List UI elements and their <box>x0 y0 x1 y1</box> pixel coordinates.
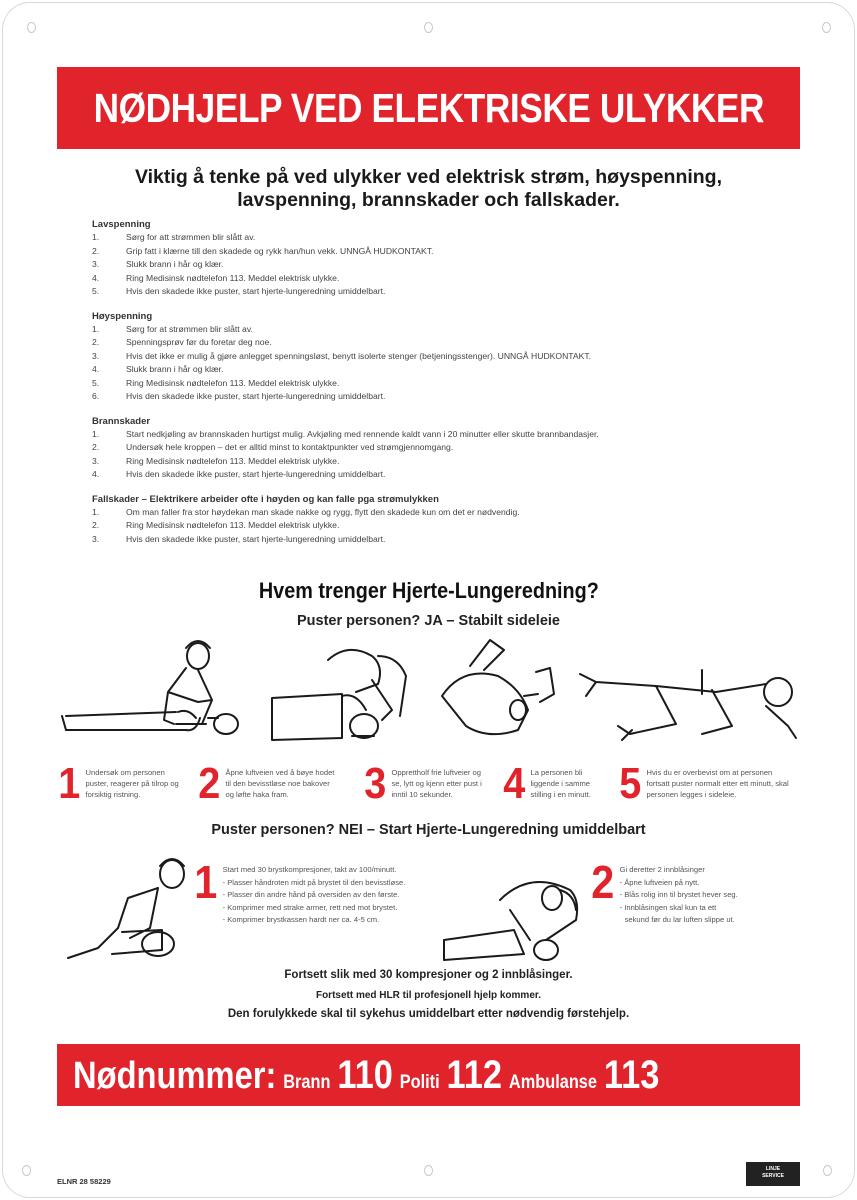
list-item: 5. Hvis den skadede ikke puster, start hjerte-lungeredning umiddelbart. <box>92 286 386 296</box>
step-number: 2 <box>591 856 615 908</box>
rescue-breath-illustration-icon <box>440 870 588 966</box>
hlr-heading: Hvem trenger Hjerte-Lungeredning? <box>258 578 599 603</box>
step-4: 4 La personen bli liggende i samme stilling i en minutt. <box>503 759 591 808</box>
list-item: 1. Sørg for att strømmen blir slått av. <box>92 232 256 242</box>
title-banner <box>57 67 800 149</box>
service-name: Politi <box>399 1071 440 1093</box>
list-item: 3. Hvis den skadede ikke puster, start hjerte-lungeredning umiddelbart. <box>92 533 386 544</box>
step-2: 2 Åpne luftveien ved å bøye hodet til den bevisstløse noe bakover og løfte haka fram. <box>198 759 335 808</box>
open-airway-illustration-icon <box>268 640 416 744</box>
section-heading: Fallskader – Elektrikere arbeider ofte i høyden og kan falle pga strømulykken <box>92 493 439 505</box>
instruction-sections <box>92 219 792 558</box>
emergency-numbers-banner <box>57 1044 800 1106</box>
list-item: 3. Ring Medisinsk nødtelefon 113. Meddel elektrisk ulykke. <box>92 455 340 466</box>
list-item: 3. Slukk brann i hår og klær. <box>92 259 224 269</box>
service-number: 110 <box>337 1052 393 1097</box>
section-heading: Brannskader <box>92 415 151 427</box>
check-responsiveness-illustration-icon <box>58 638 243 746</box>
continue-until-help: Fortsett med HLR til profesjonell hjelp kommer. <box>315 990 542 1001</box>
subtitle-line: Viktig å tenke på ved ulykker ved elektrisk strøm, høyspenning, <box>134 166 723 188</box>
recovery-position-illustration-icon <box>572 660 802 748</box>
list-item: 1. Sørg for at strømmen blir slått av. <box>92 323 253 334</box>
list-item: 4. Hvis den skadede ikke puster, start hjerte-lungeredning umiddelbart. <box>92 469 386 479</box>
list-item: 4. Ring Medisinsk nødtelefon 113. Meddel elektrisk ulykke. <box>92 272 340 283</box>
list-item: 5. Ring Medisinsk nødtelefon 113. Meddel elektrisk ulykke. <box>92 377 340 388</box>
mounting-hole-icon <box>27 22 36 33</box>
hospital-instruction: Den forulykkede skal til sykehus umiddelbart etter nødvendig førstehjelp. <box>227 1008 630 1020</box>
section-hoyspenning <box>92 311 792 404</box>
question-breathing-yes: Puster personen? JA – Stabilt sideleie <box>297 613 560 629</box>
service-number: 112 <box>446 1052 503 1097</box>
list-item: 4. Slukk brann i hår og klær. <box>92 364 224 374</box>
mounting-hole-icon <box>424 1165 433 1176</box>
emergency-row <box>73 1053 666 1098</box>
page-title: NØDHJELP VED ELEKTRISKE ULYKKER <box>93 84 764 131</box>
product-code: ELNR 28 58229 <box>57 1177 111 1186</box>
cpr-step-text: Gi deretter 2 innblåsinger - Åpne luftveien på nytt. - Blås rolig inn til brystet hever seg. - Innblåsingen skal kun ta ett sekund før du lar luften slippe ut. <box>619 865 738 924</box>
service-name: Brann <box>283 1071 331 1093</box>
emergency-label: Nødnummer: <box>73 1054 277 1097</box>
list-item: 2. Ring Medisinsk nødtelefon 113. Meddel elektrisk ulykke. <box>92 520 340 530</box>
cpr-step-2 <box>590 856 738 927</box>
subtitle-line: lavspenning, brannskader och fallskader. <box>237 189 620 211</box>
continue-instruction: Fortsett slik med 30 kompresjoner og 2 innblåsinger. <box>284 969 573 981</box>
mounting-hole-icon <box>22 1165 31 1176</box>
list-item: 2. Grip fatt i klærne till den skadede og rykk han/hun vekk. UNNGÅ HUDKONTAKT. <box>92 245 434 256</box>
cpr-step-1 <box>193 856 406 927</box>
section-lavspenning <box>92 219 792 299</box>
step-number: 1 <box>194 856 218 908</box>
list-item: 6. Hvis den skadede ikke puster, start hjerte-lungeredning umiddelbart. <box>92 391 386 401</box>
step-number: 4 <box>503 759 526 808</box>
section-brannskader <box>92 416 792 482</box>
step-number: 2 <box>198 759 221 808</box>
step-number: 5 <box>619 759 642 808</box>
chest-compression-illustration-icon <box>62 852 190 968</box>
section-fallskader <box>92 494 792 547</box>
cpr-step-text: Start med 30 brystkompresjoner, takt av 100/minutt. - Plasser håndroten midt på brystet til den bevisstløse. - Plasser din andre hånd på oversiden av den første. - Komprimer med strake armer, rett ned mot brystet. - Komprimer brystkassen hardt ner ca. 4-5 cm. <box>222 865 406 924</box>
step-number: 1 <box>58 759 81 808</box>
look-listen-feel-illustration-icon <box>440 636 562 744</box>
list-item: 2. Spenningsprøv før du foretar deg noe. <box>92 337 272 347</box>
subtitle <box>60 166 797 212</box>
step-3: 3 Opprettholf frie luftveier og se, lytt og kjenn etter pust i inntil 10 sekunder. <box>364 759 482 808</box>
mounting-hole-icon <box>823 1165 832 1176</box>
list-item: 3. Hvis det ikke er mulig å gjøre anlegget spenningsløst, benytt isolerte stenger (betjeningsstenger). UNNGÅ HUDKONTAKT. <box>92 350 592 361</box>
mounting-hole-icon <box>424 22 433 33</box>
step-5: 5 Hvis du er overbevist om at personen fortsatt puster normalt etter ett minutt, skal personen legges i sideleie. <box>619 759 789 808</box>
section-heading: Høyspenning <box>92 310 153 322</box>
question-breathing-no: Puster personen? NEI – Start Hjerte-Lungeredning umiddelbart <box>211 822 646 838</box>
service-number: 113 <box>603 1052 660 1097</box>
service-name: Ambulanse <box>508 1071 597 1093</box>
brand-logo: LINJE SERVICE <box>746 1162 800 1186</box>
section-heading: Lavspenning <box>92 219 151 230</box>
step-1: 1 Undersøk om personen puster, reagerer på tilrop og forsiktig ristning. <box>58 759 179 808</box>
mounting-hole-icon <box>822 22 831 33</box>
list-item: 2. Undersøk hele kroppen – det er alltid minst to kontaktpunkter ved strømgjennomgang. <box>92 442 454 452</box>
step-number: 3 <box>364 759 387 808</box>
list-item: 1. Om man faller fra stor høydekan man skade nakke og rygg, flytt den skadede kun om det er nødvendig. <box>92 506 520 517</box>
list-item: 1. Start nedkjøling av brannskaden hurtigst mulig. Avkjøling med rennende kaldt vann i 20 minutter eller skutte brannbandasjer. <box>92 428 599 439</box>
